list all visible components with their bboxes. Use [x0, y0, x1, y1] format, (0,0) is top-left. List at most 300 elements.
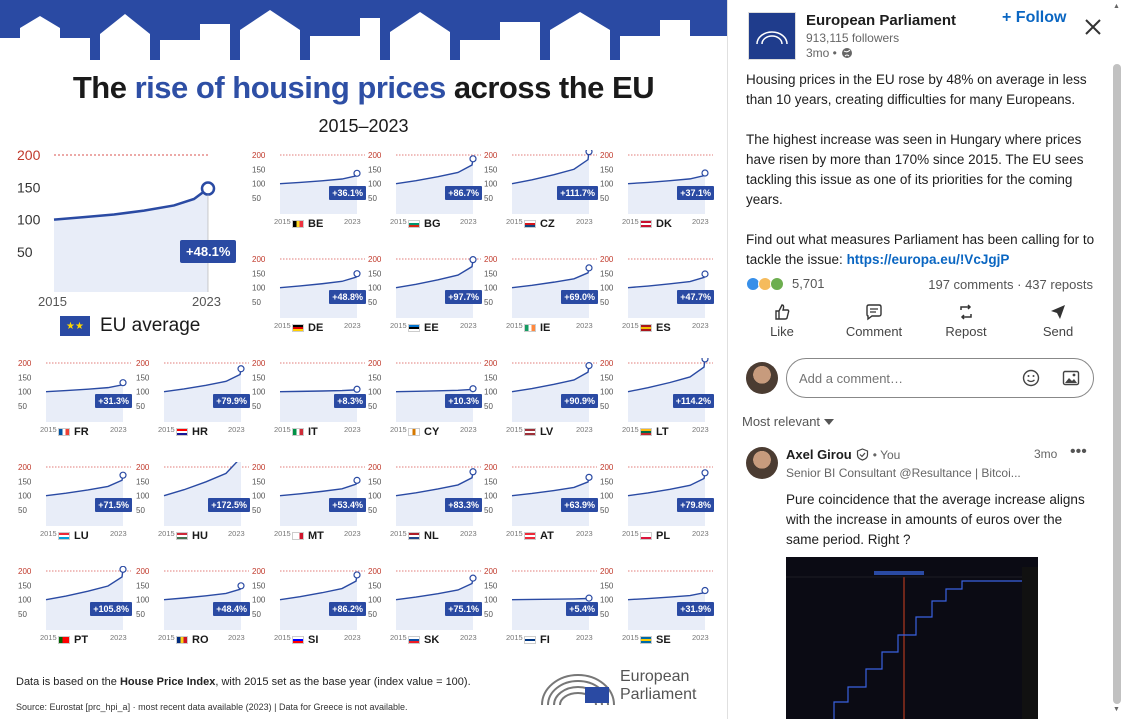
y-tick-label: 200 [368, 359, 382, 368]
country-end-point [470, 469, 476, 475]
y-tick-label: 50 [368, 610, 377, 619]
country-end-point [354, 386, 360, 392]
flag-icon [408, 532, 420, 540]
y-tick-label: 150 [484, 581, 498, 591]
y-tick-label: 100 [252, 387, 266, 397]
chevron-down-icon [824, 419, 834, 425]
y-tick-label: 100 [600, 283, 614, 293]
country-label: EE [408, 322, 439, 334]
eu-average-badge: +48.1% [180, 240, 236, 263]
country-end-point [586, 363, 592, 369]
country-chart-at [482, 462, 600, 558]
y-tick-label: 200 [600, 463, 614, 472]
follow-button[interactable]: + Follow [1002, 9, 1067, 26]
y-tick-label: 200 [484, 463, 498, 472]
country-chart-hu [134, 462, 252, 558]
x-tick-label: 2023 [460, 217, 477, 226]
country-label: ES [640, 322, 671, 334]
scroll-down-arrow-icon[interactable]: ▼ [1113, 706, 1120, 713]
country-label: BE [292, 218, 323, 230]
country-end-point [354, 477, 360, 483]
comments-reposts-count[interactable]: 197 comments · 437 reposts [928, 277, 1093, 292]
repost-button[interactable]: Repost [926, 303, 1006, 349]
change-badge: +86.7% [445, 186, 482, 200]
x-tick-label: 2015 [274, 321, 291, 330]
verified-shield-icon [856, 448, 869, 461]
x-tick-label: 2023 [576, 217, 593, 226]
country-chart-lv [482, 358, 600, 454]
change-badge: +83.3% [445, 498, 482, 512]
y-tick-label: 200 [18, 567, 32, 576]
x-tick-label: 2023 [344, 321, 361, 330]
country-chart-pt [16, 566, 134, 662]
flag-icon [58, 428, 70, 436]
country-label: LV [524, 426, 553, 438]
change-badge: +71.5% [95, 498, 132, 512]
country-end-point [586, 150, 592, 155]
y-tick-label: 200 [600, 359, 614, 368]
y-tick-label: 150 [136, 581, 150, 591]
change-badge: +48.4% [213, 602, 250, 616]
x-tick-label: 2015 [158, 425, 175, 434]
y-tick-label: 150 [484, 269, 498, 279]
x-tick-label: 2015 [40, 633, 57, 642]
y-tick-label: 50 [368, 298, 377, 307]
comment-button[interactable]: Comment [834, 303, 914, 349]
y-tick-label: 150 [252, 373, 266, 383]
y-tick-label: 150 [600, 165, 614, 175]
action-bar [742, 303, 1098, 349]
y-tick-label: 100 [18, 595, 32, 605]
y-tick-label: 50 [368, 194, 377, 203]
x-tick-label: 2015 [274, 529, 291, 538]
y-tick-label: 150 [252, 165, 266, 175]
x-tick-label: 2015 [506, 633, 523, 642]
y-tick-label: 50 [368, 402, 377, 411]
eu-flag-icon: ★★ [60, 316, 90, 336]
y-tick-label: 50 [136, 610, 145, 619]
y-tick-label: 150 [18, 477, 32, 487]
x-tick-label: 2023 [344, 217, 361, 226]
y-tick-label: 100 [484, 283, 498, 293]
change-badge: +86.2% [329, 602, 366, 616]
y-tick-label: 200 [18, 359, 32, 368]
x-tick-label: 2023 [692, 633, 709, 642]
post-detail-panel [727, 0, 1125, 719]
y-tick-label: 150 [17, 179, 41, 196]
comment-attached-chart-image[interactable] [786, 557, 1038, 719]
y-tick-label: 200 [484, 151, 498, 160]
y-tick-label: 50 [136, 402, 145, 411]
country-label: HR [176, 426, 208, 438]
post-paragraph: Housing prices in the EU rose by 48% on average in less than 10 years, creating difficulties for many Europeans. [746, 72, 1087, 107]
y-tick-label: 50 [600, 610, 609, 619]
x-tick-label: 2023 [344, 633, 361, 642]
flag-icon [408, 220, 420, 228]
y-tick-label: 50 [17, 244, 33, 260]
y-tick-label: 200 [484, 359, 498, 368]
y-tick-label: 200 [252, 255, 266, 264]
x-tick-label: 2023 [576, 425, 593, 434]
y-tick-label: 100 [252, 283, 266, 293]
commenter-avatar[interactable] [746, 447, 778, 479]
y-tick-label: 200 [484, 567, 498, 576]
reaction-summary[interactable] [746, 276, 825, 291]
x-tick-label: 2023 [576, 529, 593, 538]
country-end-point [238, 366, 244, 372]
flag-icon [524, 324, 536, 332]
y-tick-label: 200 [18, 463, 32, 472]
emoji-icon[interactable] [1022, 369, 1040, 387]
x-tick-label: 2023 [692, 529, 709, 538]
reaction-count: 5,701 [792, 276, 825, 291]
change-badge: +37.1% [677, 186, 714, 200]
y-tick-label: 200 [600, 255, 614, 264]
change-badge: +79.9% [213, 394, 250, 408]
y-tick-label: 50 [484, 610, 493, 619]
x-tick-label: 2015 [40, 425, 57, 434]
flag-icon [176, 532, 188, 540]
flag-icon [292, 428, 304, 436]
country-chart-fr [16, 358, 134, 454]
dark-chart-graphic [786, 557, 1038, 719]
more-options-icon[interactable]: ••• [1070, 443, 1087, 460]
y-tick-label: 100 [484, 595, 498, 605]
sort-dropdown[interactable]: Most relevant [742, 414, 834, 429]
country-area [512, 152, 589, 214]
y-tick-label: 200 [600, 151, 614, 160]
country-label: BG [408, 218, 441, 230]
y-tick-label: 50 [252, 402, 261, 411]
change-badge: +10.3% [445, 394, 482, 408]
country-label: DK [640, 218, 672, 230]
x-tick-label: 2023 [228, 633, 245, 642]
y-tick-label: 50 [136, 506, 145, 515]
country-chart-nl [366, 462, 484, 558]
country-end-point [120, 472, 126, 478]
x-tick-label: 2023 [460, 529, 477, 538]
repost-icon [957, 303, 975, 321]
infographic-title: The rise of housing prices across the EU [72, 70, 655, 105]
country-end-point [354, 170, 360, 176]
y-tick-label: 100 [368, 283, 382, 293]
y-tick-label: 150 [600, 269, 614, 279]
post-paragraph: The highest increase was seen in Hungary where prices have risen by more than 170% since 2015. The EU sees tackling this issue as one of its priorities for the coming years. [746, 132, 1084, 207]
change-badge: +90.9% [561, 394, 598, 408]
y-tick-label: 200 [368, 463, 382, 472]
change-badge: +48.8% [329, 290, 366, 304]
change-badge: +69.0% [561, 290, 598, 304]
x-tick-label: 2023 [192, 294, 221, 309]
y-tick-label: 100 [600, 595, 614, 605]
y-tick-label: 50 [484, 402, 493, 411]
x-tick-label: 2023 [576, 633, 593, 642]
y-tick-label: 100 [368, 387, 382, 397]
infographic-subtitle: 2015–2023 [318, 116, 409, 136]
change-badge: +8.3% [334, 394, 366, 408]
y-tick-label: 150 [484, 373, 498, 383]
x-tick-label: 2023 [228, 529, 245, 538]
flag-icon [640, 324, 652, 332]
x-tick-label: 2023 [576, 321, 593, 330]
country-label: PT [58, 634, 88, 646]
x-tick-label: 2015 [158, 633, 175, 642]
y-tick-label: 200 [368, 567, 382, 576]
country-chart-lt [598, 358, 716, 454]
x-tick-label: 2015 [506, 529, 523, 538]
x-tick-label: 2023 [110, 425, 127, 434]
infographic-footnote: Data is based on the House Price Index, with 2015 set as the base year (index value = 100). [16, 676, 471, 688]
flag-icon [524, 532, 536, 540]
y-tick-label: 50 [484, 506, 493, 515]
y-tick-label: 150 [484, 477, 498, 487]
x-tick-label: 2015 [506, 425, 523, 434]
x-tick-label: 2015 [40, 529, 57, 538]
flag-icon [408, 428, 420, 436]
country-area [46, 569, 123, 630]
y-tick-label: 50 [252, 298, 261, 307]
country-label: NL [408, 530, 439, 542]
scrollbar-thumb[interactable] [1113, 64, 1121, 704]
change-badge: +97.7% [445, 290, 482, 304]
change-badge: +36.1% [329, 186, 366, 200]
x-tick-label: 2015 [622, 321, 639, 330]
country-chart-ee [366, 254, 484, 350]
x-tick-label: 2015 [622, 633, 639, 642]
country-label: MT [292, 530, 324, 542]
country-end-point [120, 380, 126, 386]
x-tick-label: 2023 [228, 425, 245, 434]
country-chart-pl [598, 462, 716, 558]
country-chart-cy [366, 358, 484, 454]
x-tick-label: 2023 [110, 633, 127, 642]
parliament-emblem-icon [754, 24, 790, 48]
scroll-up-arrow-icon[interactable]: ▲ [1113, 3, 1120, 10]
follower-count: 913,115 followers [806, 31, 900, 45]
country-label: SK [408, 634, 439, 646]
country-label: IE [524, 322, 550, 334]
change-badge: +63.9% [561, 498, 598, 512]
post-paragraph: Find out what measures Parliament has been calling for to tackle the issue: https://europa.eu/!VcJgjP [746, 232, 1095, 267]
y-tick-label: 150 [18, 581, 32, 591]
flag-icon [640, 220, 652, 228]
organization-name[interactable]: European Parliament [806, 12, 957, 29]
country-label: LU [58, 530, 89, 542]
y-tick-label: 200 [136, 567, 150, 576]
country-end-point [702, 358, 708, 362]
country-end-point [470, 386, 476, 392]
x-tick-label: 2023 [344, 529, 361, 538]
country-end-point [354, 572, 360, 578]
y-tick-label: 50 [252, 506, 261, 515]
y-tick-label: 100 [18, 491, 32, 501]
flag-icon [176, 636, 188, 644]
post-link[interactable]: https://europa.eu/!VcJgjP [846, 252, 1010, 267]
y-tick-label: 100 [18, 387, 32, 397]
change-badge: +105.8% [90, 602, 132, 616]
country-end-point [470, 575, 476, 581]
change-badge: +111.7% [557, 186, 598, 200]
country-label: FR [58, 426, 89, 438]
x-tick-label: 2015 [506, 321, 523, 330]
country-label: SE [640, 634, 671, 646]
comment-input[interactable] [786, 358, 1094, 398]
country-label: DE [292, 322, 323, 334]
y-tick-label: 50 [484, 194, 493, 203]
x-tick-label: 2015 [158, 529, 175, 538]
country-end-point [586, 265, 592, 271]
y-tick-label: 50 [600, 506, 609, 515]
flag-icon [58, 532, 70, 540]
ep-logo-text: European Parliament [620, 668, 697, 703]
country-chart-fi [482, 566, 600, 662]
country-chart-it [250, 358, 368, 454]
country-chart-dk [598, 150, 716, 246]
y-tick-label: 200 [368, 255, 382, 264]
country-chart-lu [16, 462, 134, 558]
send-button[interactable]: Send [1018, 303, 1098, 349]
y-tick-label: 150 [136, 477, 150, 487]
y-tick-label: 200 [136, 359, 150, 368]
country-chart-bg [366, 150, 484, 246]
y-tick-label: 50 [18, 402, 27, 411]
country-label: CZ [524, 218, 555, 230]
y-tick-label: 200 [368, 151, 382, 160]
change-badge: +5.4% [566, 602, 598, 616]
x-tick-label: 2023 [344, 425, 361, 434]
comment-icon [865, 303, 883, 321]
flag-icon [640, 532, 652, 540]
y-tick-label: 200 [136, 463, 150, 472]
y-tick-label: 100 [600, 387, 614, 397]
flag-icon [524, 636, 536, 644]
y-tick-label: 100 [252, 595, 266, 605]
y-tick-label: 150 [252, 581, 266, 591]
comment-time: 3mo [1034, 447, 1058, 461]
y-tick-label: 50 [252, 194, 261, 203]
x-tick-label: 2023 [110, 529, 127, 538]
country-area [628, 359, 705, 422]
country-line [512, 598, 589, 600]
country-chart-si [250, 566, 368, 662]
y-tick-label: 50 [600, 402, 609, 411]
y-tick-label: 100 [600, 491, 614, 501]
country-end-point [702, 588, 708, 594]
flag-icon [292, 324, 304, 332]
y-tick-label: 100 [368, 595, 382, 605]
x-tick-label: 2015 [274, 633, 291, 642]
country-chart-ie [482, 254, 600, 350]
country-end-point [238, 583, 244, 589]
change-badge: +114.2% [673, 394, 714, 408]
flag-icon [292, 532, 304, 540]
x-tick-label: 2015 [390, 321, 407, 330]
y-tick-label: 150 [484, 165, 498, 175]
comment-text: Pure coincidence that the average increase aligns with the increase in amounts of euros over the same period. Right ? [786, 492, 1085, 547]
like-button[interactable]: Like [742, 303, 822, 349]
globe-icon [841, 47, 853, 59]
country-end-point [702, 170, 708, 176]
country-chart-be [250, 150, 368, 246]
y-tick-label: 150 [368, 165, 382, 175]
send-icon [1049, 303, 1067, 321]
flag-icon [408, 636, 420, 644]
flag-icon [524, 428, 536, 436]
country-area [164, 462, 241, 526]
y-tick-label: 50 [600, 194, 609, 203]
y-tick-label: 150 [368, 581, 382, 591]
country-label: SI [292, 634, 318, 646]
y-tick-label: 100 [484, 387, 498, 397]
change-badge: +79.8% [677, 498, 714, 512]
x-tick-label: 2015 [390, 633, 407, 642]
y-tick-label: 100 [484, 179, 498, 189]
x-tick-label: 2015 [390, 425, 407, 434]
y-tick-label: 100 [136, 595, 150, 605]
country-label: AT [524, 530, 554, 542]
country-chart-sk [366, 566, 484, 662]
y-tick-label: 200 [252, 359, 266, 368]
y-tick-label: 200 [252, 463, 266, 472]
y-tick-label: 150 [368, 477, 382, 487]
y-tick-label: 100 [252, 491, 266, 501]
flag-icon [292, 636, 304, 644]
y-tick-label: 100 [136, 387, 150, 397]
change-badge: +53.4% [329, 498, 366, 512]
current-user-avatar[interactable] [746, 362, 778, 394]
country-chart-ro [134, 566, 252, 662]
flag-icon [640, 428, 652, 436]
y-tick-label: 50 [18, 610, 27, 619]
change-badge: +47.7% [677, 290, 714, 304]
country-end-point [702, 271, 708, 277]
organization-logo[interactable] [748, 12, 796, 60]
country-end-point [702, 470, 708, 476]
country-end-point [470, 257, 476, 263]
x-tick-label: 2015 [622, 217, 639, 226]
country-label: CY [408, 426, 439, 438]
y-tick-label: 50 [252, 610, 261, 619]
country-end-point [470, 156, 476, 162]
country-end-point [354, 271, 360, 277]
y-tick-label: 200 [252, 567, 266, 576]
skyline-banner [0, 0, 727, 60]
country-label: HU [176, 530, 208, 542]
x-tick-label: 2015 [622, 529, 639, 538]
y-tick-label: 150 [600, 581, 614, 591]
x-tick-label: 2023 [460, 321, 477, 330]
y-tick-label: 150 [136, 373, 150, 383]
post-time: 3mo • [806, 46, 853, 60]
x-tick-label: 2023 [460, 633, 477, 642]
y-tick-label: 150 [368, 269, 382, 279]
change-badge: +31.3% [95, 394, 132, 408]
y-tick-label: 100 [252, 179, 266, 189]
commenter-name[interactable]: Axel Girou • You [786, 447, 901, 462]
y-tick-label: 200 [252, 151, 266, 160]
image-icon[interactable] [1062, 369, 1080, 387]
x-tick-label: 2015 [506, 217, 523, 226]
country-chart-mt [250, 462, 368, 558]
close-icon[interactable] [1084, 18, 1102, 36]
infographic-source: Source: Eurostat [prc_hpi_a] · most recent data available (2023) | Data for Greece is not available. [16, 702, 408, 712]
thumbs-up-icon [773, 303, 791, 321]
y-tick-label: 200 [484, 255, 498, 264]
y-tick-label: 100 [136, 491, 150, 501]
x-tick-label: 2023 [460, 425, 477, 434]
flag-icon [176, 428, 188, 436]
y-tick-label: 150 [600, 477, 614, 487]
